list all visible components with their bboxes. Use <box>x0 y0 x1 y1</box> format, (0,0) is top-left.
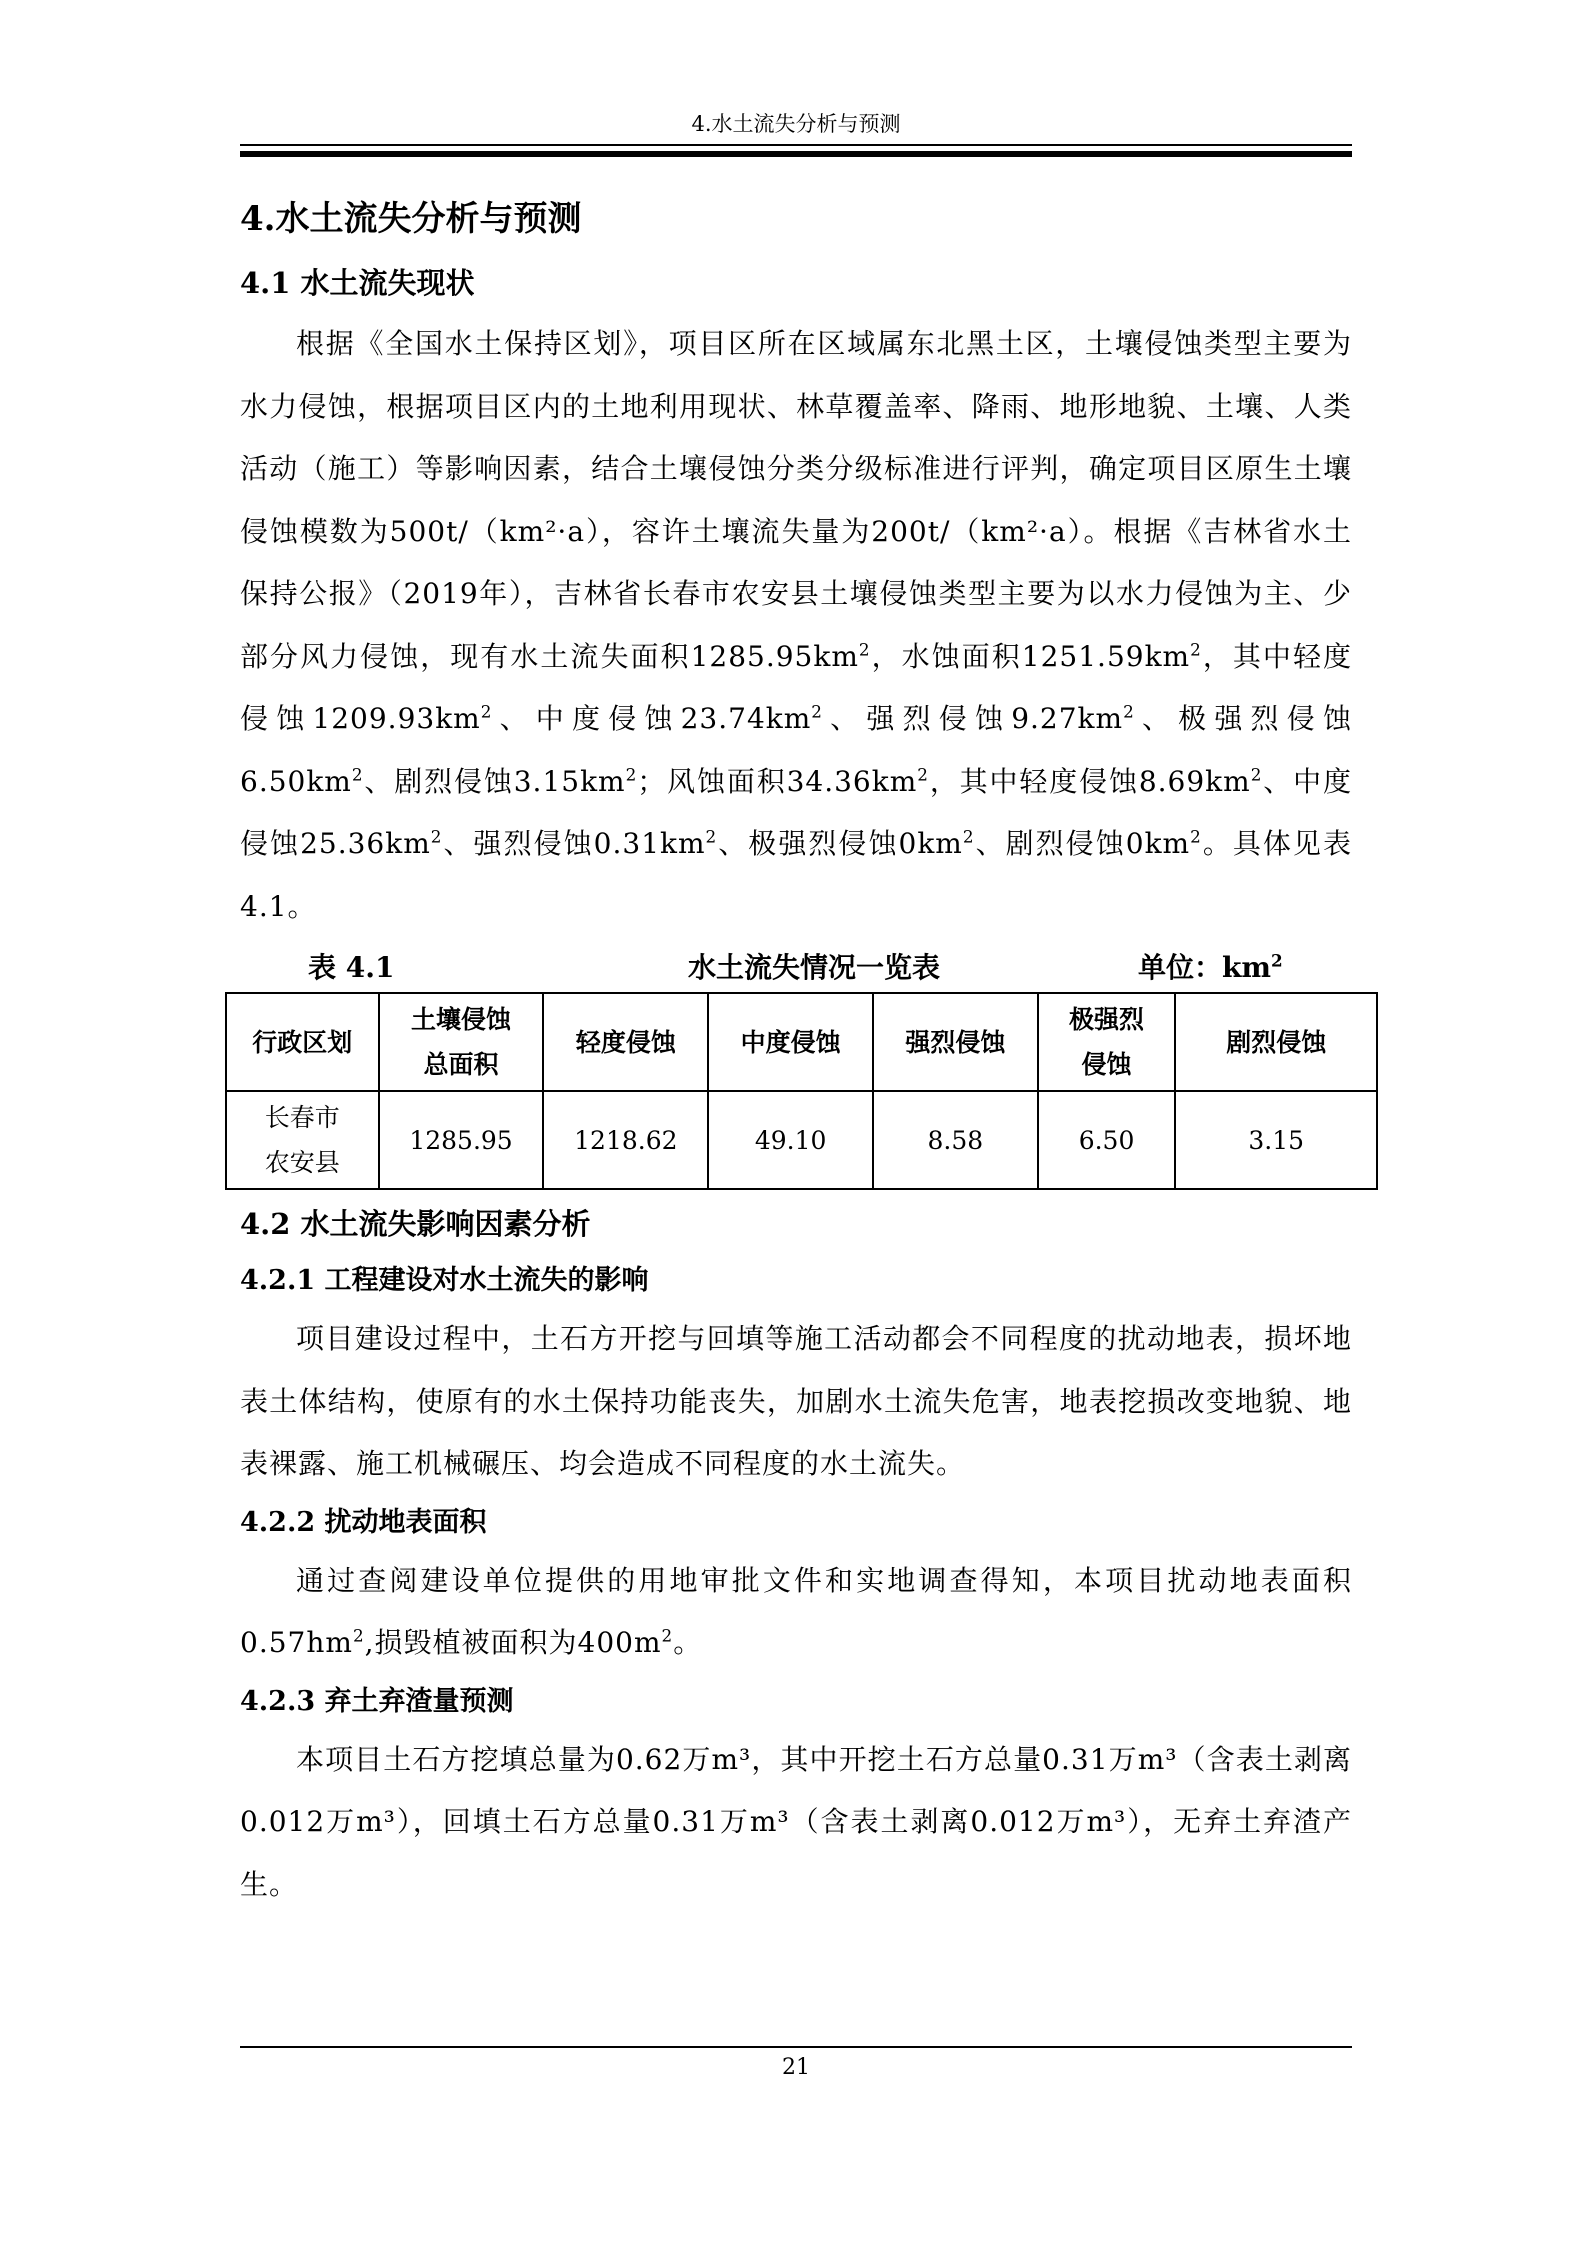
header-rule-thick <box>240 151 1352 157</box>
cell-strong: 8.58 <box>873 1091 1038 1189</box>
col-header-region: 行政区划 <box>226 993 379 1091</box>
col-header-strong: 强烈侵蚀 <box>873 993 1038 1091</box>
cell-total: 1285.95 <box>379 1091 544 1189</box>
section-4-2-3-title: 4.2.3 弃土弃渣量预测 <box>240 1685 514 1717</box>
section-4-1-title: 4.1 水土流失现状 <box>240 266 475 300</box>
cell-severe: 3.15 <box>1175 1091 1377 1189</box>
section-4-2-2-title: 4.2.2 扰动地表面积 <box>240 1506 487 1538</box>
page-content <box>240 193 1352 1916</box>
section-4-2-1-title: 4.2.1 工程建设对水土流失的影响 <box>240 1265 649 1296</box>
col-header-very-strong: 极强烈 侵蚀 <box>1038 993 1176 1091</box>
col-header-total: 土壤侵蚀 总面积 <box>379 993 544 1091</box>
header-rule-thin <box>240 144 1352 146</box>
section-4-2-3-paragraph: 本项目土石方挖填总量为0.62万m³，其中开挖土石方总量0.31万m³（含表土剥离0.012万m³），回填土石方总量0.31万m³（含表土剥离0.012万m³），无弃土弃渣产生。 <box>240 1742 1352 1901</box>
section-4-2-1-paragraph: 项目建设过程中，土石方开挖与回填等施工活动都会不同程度的扰动地表，损坏地表土体结构，使原有的水土保持功能丧失，加剧水土流失危害，地表挖损改变地貌、地表裸露、施工机械碾压、均会造成不同程度的水土流失。 <box>240 1322 1352 1480</box>
col-header-light: 轻度侵蚀 <box>543 993 708 1091</box>
col-header-moderate: 中度侵蚀 <box>708 993 873 1091</box>
table-header-row <box>226 993 1377 1091</box>
section-4-2-2-paragraph: 通过查阅建设单位提供的用地审批文件和实地调查得知，本项目扰动地表面积$0.57hm^2$,损毁植被面积为$400m^2$。 <box>240 1563 1352 1659</box>
chapter-title: 4.水土流失分析与预测 <box>240 199 582 239</box>
cell-light: 1218.62 <box>543 1091 708 1189</box>
table-caption <box>240 938 1352 992</box>
erosion-table <box>225 992 1378 1190</box>
page-number: 21 <box>782 2055 810 2080</box>
cell-very-strong: 6.50 <box>1038 1091 1176 1189</box>
footer-rule <box>240 2046 1352 2048</box>
cell-moderate: 49.10 <box>708 1091 873 1189</box>
section-4-1-paragraph: 根据《全国水土保持区划》，项目区所在区域属东北黑土区，土壤侵蚀类型主要为水力侵蚀，根据项目区内的土地利用现状、林草覆盖率、降雨、地形地貌、土壤、人类活动（施工）等影响因素，结合土壤侵蚀分类分级标准进行评判，确定项目区原生土壤侵蚀模数为500t/（km²·a），容许土壤流失量为200t/（km²·a）。根据《吉林省水土保持公报》（2019年），吉林省长春市农安县土壤侵蚀类型主要为以水力侵蚀为主、少部分风力侵蚀，现有水土流失面积$1285.95km^2$，水蚀面积$1251.59km^2$，其中轻度侵蚀$1209.93km^2$、中度侵蚀$23.74km^2$、强烈侵蚀$9.27km^2$、极强烈侵蚀$6.50km^2$、剧烈侵蚀$3.15km^2$；风蚀面积$34.36km^2$，其中轻度侵蚀$8.69km^2$、中度侵蚀$25.36km^2$、强烈侵蚀$0.31km^2$、极强烈侵蚀$0km^2$、剧烈侵蚀$0km^2$。具体见表4.1。 <box>240 327 1352 923</box>
table-unit: 单位：$km^2$ <box>1138 950 1283 984</box>
table-row <box>226 1091 1377 1189</box>
running-header: 4.水土流失分析与预测 <box>691 112 901 136</box>
table-number: 表 4.1 <box>308 951 395 984</box>
col-header-severe: 剧烈侵蚀 <box>1175 993 1377 1091</box>
cell-region: 长春市 农安县 <box>226 1091 379 1189</box>
table-title: 水土流失情况一览表 <box>688 951 941 984</box>
section-4-2-title: 4.2 水土流失影响因素分析 <box>240 1207 591 1241</box>
